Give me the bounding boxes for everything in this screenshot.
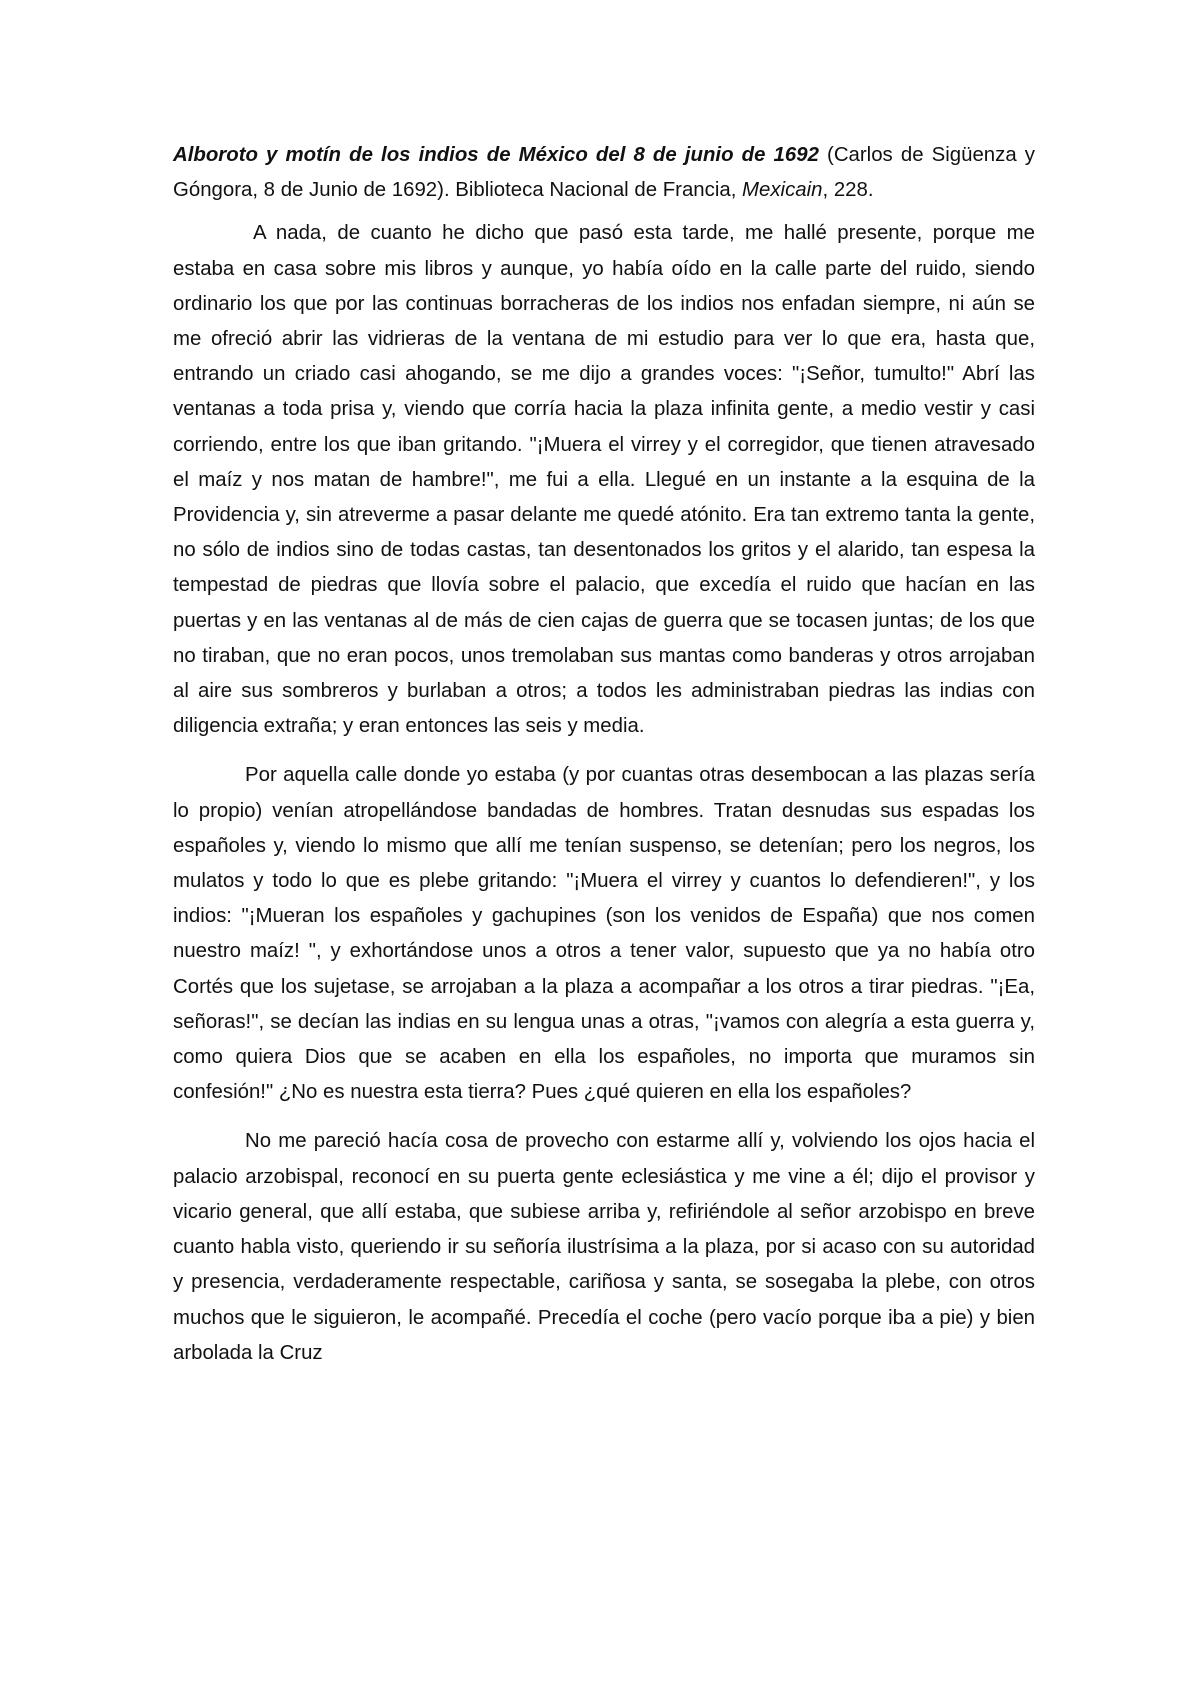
citation-collection: Mexicain <box>742 179 823 202</box>
body-paragraph-1: A nada, de cuanto he dicho que pasó esta tarde, me hallé presente, porque me estaba en casa sobre mis libros y aunque, yo había oído en la calle parte del ruido, siendo ordinario los que por las continuas borracheras de los indios nos enfadan siempre, ni aún se me ofreció abrir las vidrieras de la ventana de mi estudio para ver lo que era, hasta que, entrando un criado casi ahogando, se me dijo a grandes voces: "¡Señor, tumulto!" Abrí las ventanas a toda prisa y, viendo que corría hacia la plaza infinita gente, a medio vestir y casi corriendo, entre los que iban gritando. "¡Muera el virrey y el corregidor, que tienen atravesado el maíz y nos matan de hambre!", me fui a ella. Llegué en un instante a la esquina de la Providencia y, sin atreverme a pasar delante me quedé atónito. Era tan extremo tanta la gente, no sólo de indios sino de todas castas, tan desentonados los gritos y el alarido, tan espesa la tempestad de piedras que llovía sobre el palacio, que excedía el ruido que hacían en las puertas y en las ventanas al de más de cien cajas de guerra que se tocasen juntas; de los que no tiraban, que no eran pocos, unos tremolaban sus mantas como banderas y otros arrojaban al aire sus sombreros y burlaban a otros; a todos les administraban piedras las indias con diligencia extraña; y eran entonces las seis y media. <box>173 222 1035 738</box>
document-page <box>173 138 1035 1385</box>
body-paragraph-3: No me pareció hacía cosa de provecho con estarme allí y, volviendo los ojos hacia el palacio arzobispal, reconocí en su puerta gente eclesiástica y me vine a él; dijo el provisor y vicario general, que allí estaba, que subiese arriba y, refiriéndole al señor arzobispo en breve cuanto habla visto, queriendo ir su señoría ilustrísima a la plaza, por si acaso con su autoridad y presencia, verdaderamente respectable, cariñosa y santa, se sosegaba la plebe, con otros muchos que le siguieron, le acompañé. Precedía el coche (pero vacío porque iba a pie) y bien arbolada la Cruz <box>173 1130 1035 1364</box>
citation <box>173 138 1035 208</box>
body-paragraph-2: Por aquella calle donde yo estaba (y por cuantas otras desembocan a las plazas sería lo propio) venían atropellándose bandadas de hombres. Tratan desnudas sus espadas los españoles y, viendo lo mismo que allí me tenían suspenso, se detenían; pero los negros, los mulatos y todo lo que es plebe gritando: "¡Muera el virrey y cuantos lo defendieren!", y los indios: "¡Mueran los españoles y gachupines (son los venidos de España) que nos comen nuestro maíz! ", y exhortándose unos a otros a tener valor, supuesto que ya no había otro Cortés que los sujetase, se arrojaban a la plaza a acompañar a los otros a tirar piedras. "¡Ea, señoras!", se decían las indias en su lengua unas a otras, "¡vamos con alegría a esta guerra y, como quiera Dios que se acaben en ella los españoles, no importa que muramos sin confesión!" ¿No es nuestra esta tierra? Pues ¿qué quieren en ella los españoles? <box>173 764 1035 1104</box>
document-title: Alboroto y motín de los indios de México del 8 de junio de 1692 <box>173 144 819 166</box>
citation-folio: , 228. <box>822 179 874 202</box>
citation-source: (Carlos de Sigüenza y Góngora, 8 de Junio de 1692). Biblioteca Nacional de Francia, <box>173 144 1035 202</box>
